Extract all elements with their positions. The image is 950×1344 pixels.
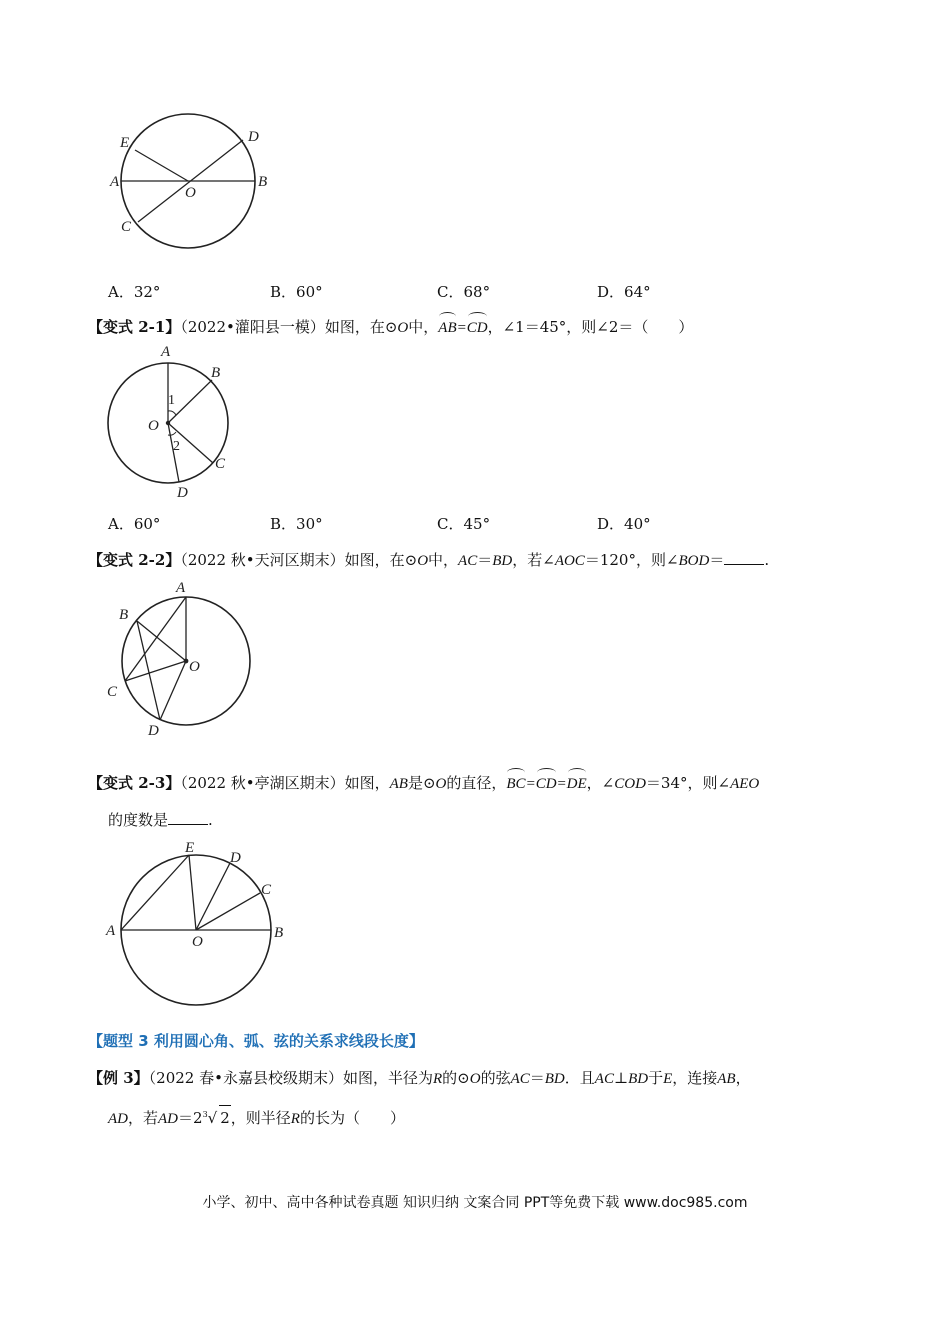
choice-a[interactable]: A．60°: [108, 515, 161, 533]
problem-tag: 【例 3】: [88, 1069, 149, 1087]
label-d: D: [148, 723, 159, 739]
problem-2-3: 【变式 2-3】（2022 秋•亭湖区期末）如图，AB是⊙O的直径，BC=CD=DE，∠COD＝34°，则∠AEO: [88, 768, 759, 796]
label-o: O: [148, 418, 159, 434]
center-dot: [166, 421, 170, 425]
root-index: 3: [202, 1110, 208, 1119]
figure-3-circle: [100, 578, 260, 743]
example-3-line2: AD，若$AD=2^3√$ 2，则半径R的长为（ ）: [108, 1103, 405, 1131]
answer-blank[interactable]: [724, 550, 764, 565]
choice-a[interactable]: A．32°: [108, 283, 161, 301]
label-d: D: [177, 485, 188, 501]
problem-2-3-line2: 的度数是 .: [108, 811, 213, 829]
label-e: E: [185, 840, 195, 856]
arc-bc: BC: [506, 768, 525, 796]
section-heading: 【题型 3 利用圆心角、弧、弦的关系求线段长度】: [88, 1032, 424, 1050]
label-2: 2: [173, 439, 180, 454]
choice-c[interactable]: C．68°: [437, 283, 491, 301]
label-c: C: [261, 882, 272, 898]
label-b: B: [211, 365, 221, 381]
problem-tag: 【变式 2-3】: [88, 774, 181, 792]
label-o: O: [185, 185, 196, 201]
choice-d[interactable]: D．40°: [597, 515, 651, 533]
arc-ab: AB: [438, 312, 456, 340]
label-c: C: [215, 456, 226, 472]
answer-blank[interactable]: [168, 810, 208, 825]
label-d: D: [230, 850, 241, 866]
label-a: A: [176, 580, 186, 596]
label-c: C: [121, 219, 132, 235]
label-1: 1: [168, 393, 175, 408]
label-b: B: [274, 925, 284, 941]
figure-2-circle: [100, 342, 240, 502]
choice-c[interactable]: C．45°: [437, 515, 491, 533]
angle-1-mark: [168, 411, 176, 415]
arc-cd: CD: [467, 312, 488, 340]
label-a: A: [106, 923, 116, 939]
figure-1-circle: [100, 110, 290, 255]
label-b: B: [119, 607, 129, 623]
problem-2-2: 【变式 2-2】（2022 秋•天河区期末）如图，在⊙O中，AC＝BD，若∠AOC＝120°，则∠BOD＝ .: [88, 551, 770, 569]
problem-tag: 【变式 2-2】: [88, 551, 181, 569]
arc-cd: CD: [536, 768, 557, 796]
label-d: D: [248, 129, 259, 145]
problem-tag: 【变式 2-1】: [88, 318, 181, 336]
choices-2: [108, 513, 728, 537]
label-a: A: [110, 174, 120, 190]
choice-d[interactable]: D．64°: [597, 283, 651, 301]
radius-oe: [135, 150, 188, 181]
choices-1: [108, 281, 728, 305]
label-e: E: [120, 135, 130, 151]
label-o: O: [189, 659, 200, 675]
radicand: 2: [219, 1105, 231, 1130]
radius-oe: [189, 855, 196, 930]
arc-de: DE: [567, 768, 587, 796]
label-b: B: [258, 174, 268, 190]
center-dot: [184, 659, 189, 664]
label-c: C: [107, 684, 118, 700]
radius-od: [160, 661, 186, 720]
label-a: A: [161, 344, 171, 360]
figure-4-circle: [100, 838, 300, 1008]
segment-co: [125, 661, 186, 681]
choice-b[interactable]: B．60°: [270, 283, 323, 301]
chord-ac: [125, 597, 186, 681]
example-3: 【例 3】（2022 春•永嘉县校级期末）如图，半径为R的⊙O的弦AC＝BD．且AC⊥BD于E，连接AB，: [88, 1069, 751, 1087]
choice-b[interactable]: B．30°: [270, 515, 323, 533]
label-o: O: [192, 934, 203, 950]
problem-2-1: 【变式 2-1】（2022•灌阳县一模）如图，在⊙O中，AB=CD，∠1＝45°，则∠2＝（ ）: [88, 312, 693, 340]
page-footer: 小学、初中、高中各种试卷真题 知识归纳 文案合同 PPT等免费下载 www.doc985.com: [202, 1195, 748, 1211]
